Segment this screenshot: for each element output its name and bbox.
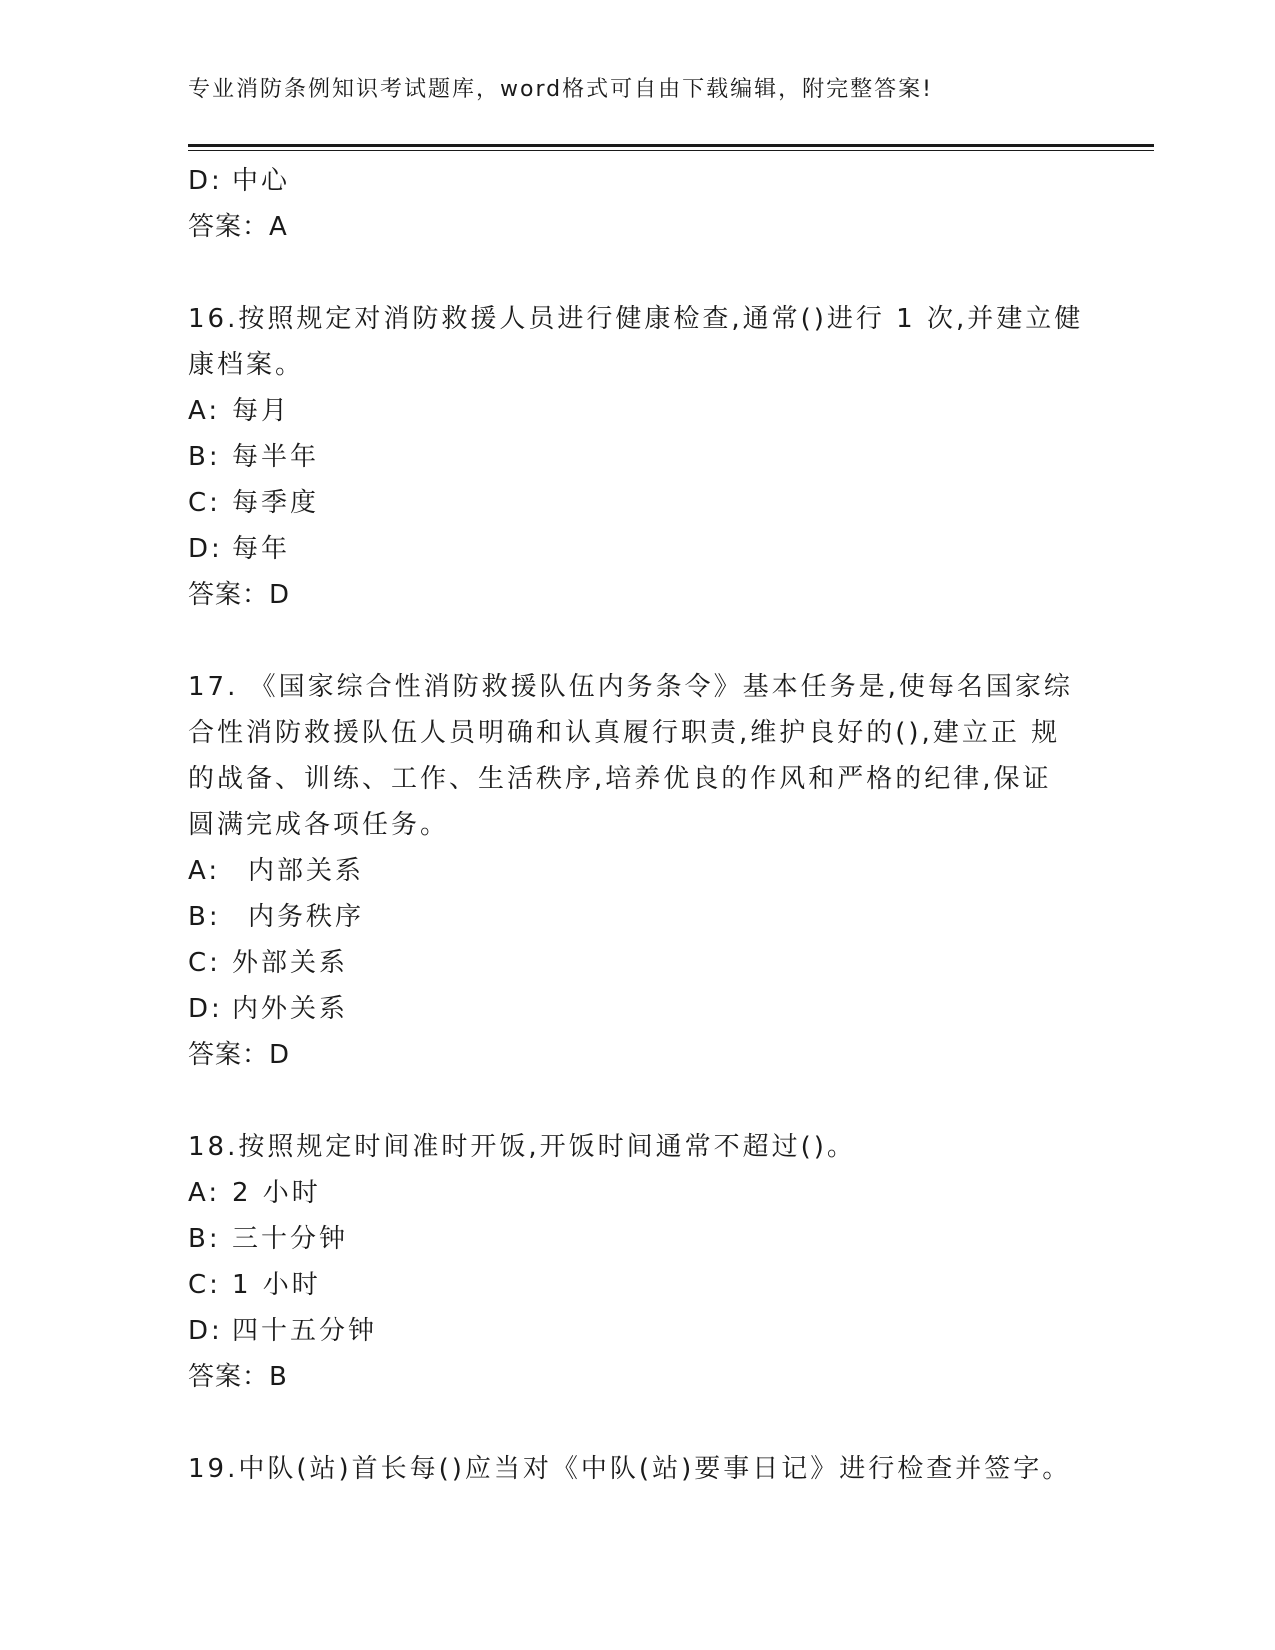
question-15 xyxy=(188,158,1088,250)
question-text: 16.按照规定对消防救援人员进行健康检查,通常()进行 1 次,并建立健 xyxy=(188,304,1084,334)
option-text: 三十分钟 xyxy=(232,1224,349,1254)
option-d xyxy=(188,526,1088,572)
option-prefix: D: xyxy=(188,1316,223,1346)
option-prefix: D: xyxy=(188,534,223,564)
questions-content xyxy=(188,158,1088,1492)
option-prefix: A: xyxy=(188,396,221,426)
option-b xyxy=(188,894,1088,940)
answer: 答案：D xyxy=(188,580,291,610)
question-17 xyxy=(188,664,1088,1078)
option-prefix: B: xyxy=(188,902,221,932)
option-text: 每月 xyxy=(232,396,291,426)
option-text: 每季度 xyxy=(232,488,320,518)
spacer xyxy=(188,1400,1088,1446)
question-text: 19.中队(站)首长每()应当对《中队(站)要事日记》进行检查并签字。 xyxy=(188,1454,1072,1484)
option-a xyxy=(188,1170,1088,1216)
option-a xyxy=(188,848,1088,894)
spacer xyxy=(188,1078,1088,1124)
option-text: 内外关系 xyxy=(232,994,349,1024)
option-c xyxy=(188,1262,1088,1308)
option-prefix: D: xyxy=(188,994,223,1024)
option-text: 中心 xyxy=(232,166,291,196)
option-a xyxy=(188,388,1088,434)
option-text: 2 小时 xyxy=(232,1178,321,1208)
question-16 xyxy=(188,296,1088,618)
question-19 xyxy=(188,1446,1088,1492)
answer: 答案：D xyxy=(188,1040,291,1070)
option-b xyxy=(188,1216,1088,1262)
option-prefix: D: xyxy=(188,166,223,196)
question-text: 18.按照规定时间准时开饭,开饭时间通常不超过()。 xyxy=(188,1132,856,1162)
header-rule-thin xyxy=(188,150,1154,151)
option-c xyxy=(188,940,1088,986)
option-prefix: A: xyxy=(188,856,221,886)
option-text: 内部关系 xyxy=(248,856,365,886)
option-text: 1 小时 xyxy=(232,1270,321,1300)
question-text: 康档案。 xyxy=(188,350,305,380)
option-prefix: C: xyxy=(188,488,221,518)
spacer xyxy=(188,250,1088,296)
option-d xyxy=(188,158,1088,204)
question-text: 圆满完成各项任务。 xyxy=(188,810,450,840)
option-prefix: A: xyxy=(188,1178,221,1208)
option-d xyxy=(188,1308,1088,1354)
option-prefix: B: xyxy=(188,1224,221,1254)
question-text: 合性消防救援队伍人员明确和认真履行职责,维护良好的(),建立正 规 xyxy=(188,718,1061,748)
option-prefix: B: xyxy=(188,442,221,472)
option-prefix: C: xyxy=(188,948,221,978)
option-d xyxy=(188,986,1088,1032)
page-header: 专业消防条例知识考试题库，word格式可自由下载编辑，附完整答案! xyxy=(188,77,933,102)
option-text: 每半年 xyxy=(232,442,320,472)
option-text: 每年 xyxy=(232,534,291,564)
option-b xyxy=(188,434,1088,480)
question-text: 的战备、训练、工作、生活秩序,培养优良的作风和严格的纪律,保证 xyxy=(188,764,1052,794)
spacer xyxy=(188,618,1088,664)
header-rule-thick xyxy=(188,144,1154,147)
option-c xyxy=(188,480,1088,526)
option-prefix: C: xyxy=(188,1270,221,1300)
option-text: 外部关系 xyxy=(232,948,349,978)
answer: 答案：B xyxy=(188,1362,288,1392)
answer: 答案：A xyxy=(188,212,288,242)
question-18 xyxy=(188,1124,1088,1400)
option-text: 内务秩序 xyxy=(248,902,365,932)
option-text: 四十五分钟 xyxy=(232,1316,378,1346)
question-text: 17. 《国家综合性消防救援队伍内务条令》基本任务是,使每名国家综 xyxy=(188,672,1073,702)
